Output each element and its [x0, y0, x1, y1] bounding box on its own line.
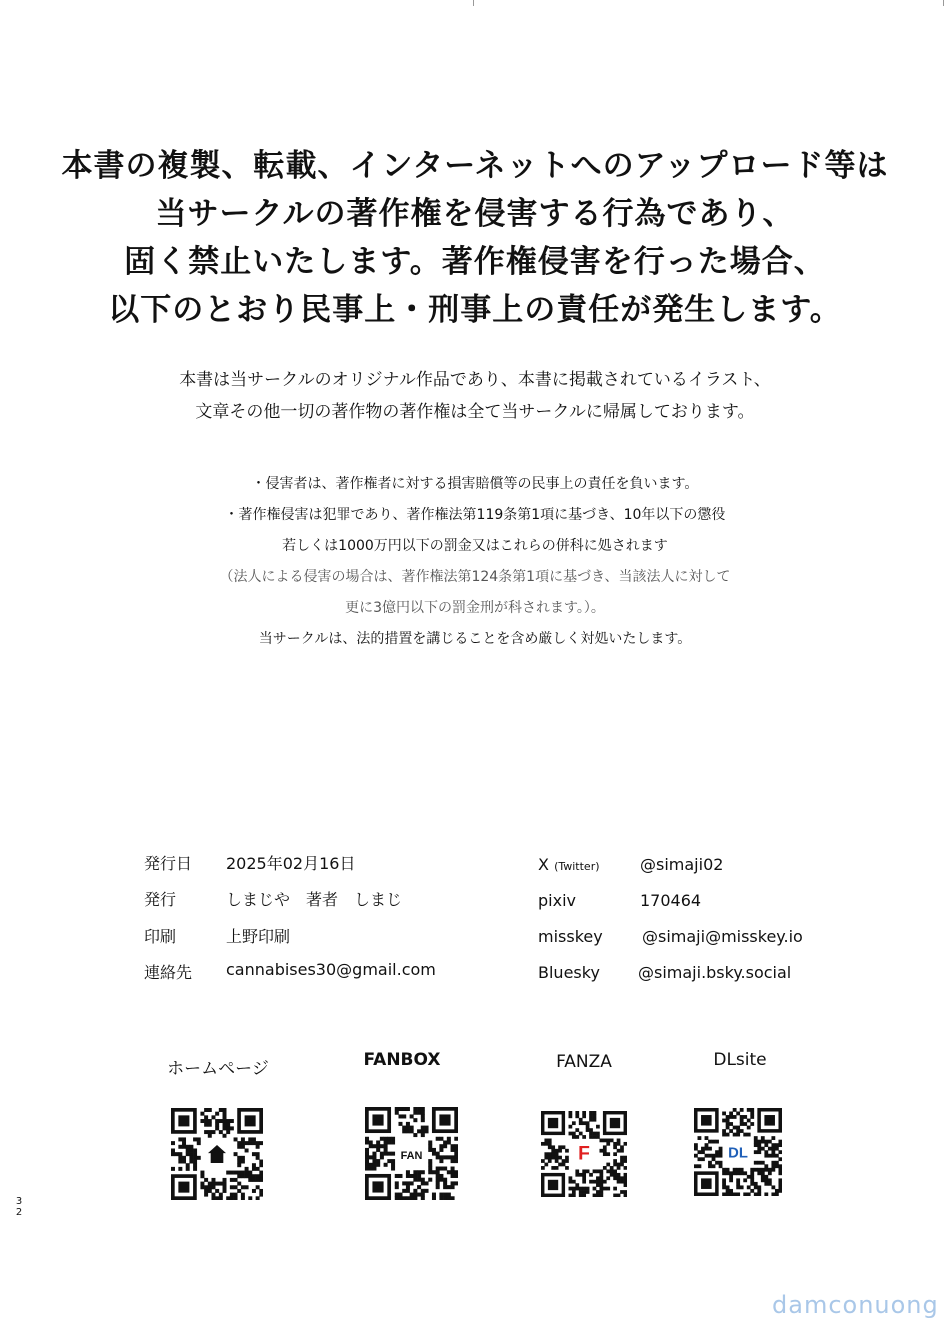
penalty-line: 更に3億円以下の罰金刑が科されます。）。 — [345, 600, 605, 616]
rights-line: 本書は当サークルのオリジナル作品であり、本書に掲載されているイラスト、 — [179, 370, 771, 390]
qr-finder-pattern — [239, 1110, 261, 1132]
penalty-line: ・著作権侵害は犯罪であり、著作権法第119条第1項に基づき、10年以下の懲役 — [224, 507, 726, 523]
qr-finder-pattern — [543, 1175, 564, 1196]
penalty-line: （法人による侵害の場合は、著作権法第124条第1項に基づき、当該法人に対して — [219, 569, 731, 585]
contact-value-pixiv: 170464 — [640, 891, 702, 910]
penalty-line: 若しくは1000万円以下の罰金又はこれらの併科に処されます — [282, 538, 668, 554]
contact-label-x — [538, 855, 600, 874]
contact-label-text: X — [538, 855, 549, 874]
qr-label-homepage: ホームページ — [167, 1059, 269, 1079]
qr-center-logo: DL — [728, 1145, 748, 1162]
qr-label-fanbox: FANBOX — [363, 1050, 441, 1070]
qr-finder-pattern — [696, 1110, 717, 1131]
page-number-digit: 3 — [15, 1196, 23, 1207]
info-label-contact: 連絡先 — [144, 963, 193, 982]
info-value-printer: 上野印刷 — [226, 927, 291, 946]
rights-line: 文章その他一切の著作物の著作権は全て当サークルに帰属しております。 — [195, 402, 755, 422]
penalty-line: ・侵害者は、著作権者に対する損害賠償等の民事上の責任を負います。 — [251, 476, 699, 492]
contact-value-bluesky: @simaji.bsky.social — [638, 963, 792, 982]
contact-label-pixiv: pixiv — [538, 891, 576, 910]
qr-center-logo: FAN — [400, 1150, 423, 1163]
info-label-publisher: 発行 — [144, 890, 177, 909]
warning-line: 固く禁止いたします。著作権侵害を行った場合、 — [124, 244, 826, 280]
info-value-date: 2025年02月16日 — [226, 854, 356, 873]
info-value-publisher: しまじや 著者 しまじ — [226, 890, 403, 909]
contact-label-misskey: misskey — [538, 927, 603, 946]
contact-email: cannabises30@gmail.com — [226, 960, 436, 979]
page-number — [14, 1196, 24, 1218]
qr-code-fanbox[interactable] — [365, 1107, 458, 1200]
copyright-warning — [0, 142, 950, 334]
qr-label-fanza: FANZA — [556, 1052, 612, 1072]
qr-finder-pattern — [173, 1176, 195, 1198]
penalty-line: 当サークルは、法的措置を講じることを含め厳しく対処いたします。 — [258, 631, 692, 647]
info-label-printer: 印刷 — [144, 927, 177, 946]
qr-finder-pattern — [543, 1113, 564, 1134]
qr-finder-pattern — [759, 1110, 780, 1131]
page-number-digit: 2 — [15, 1207, 23, 1218]
qr-code-dlsite[interactable] — [694, 1108, 782, 1196]
qr-code-fanza[interactable] — [541, 1111, 627, 1197]
warning-line: 当サークルの著作権を侵害する行為であり、 — [155, 196, 795, 232]
contact-label-sub: (Twitter) — [554, 860, 600, 873]
warning-line: 本書の複製、転載、インターネットへのアップロード等は — [61, 148, 889, 184]
qr-code-homepage[interactable] — [171, 1108, 263, 1200]
qr-center-logo: F — [578, 1143, 590, 1165]
contact-value-x: @simaji02 — [640, 855, 724, 874]
crop-mark-top — [473, 0, 474, 6]
warning-line: 以下のとおり民事上・刑事上の責任が発生します。 — [108, 292, 842, 328]
qr-finder-pattern — [696, 1173, 717, 1194]
penalties-notice — [0, 469, 950, 655]
crop-mark-top-right — [943, 0, 944, 6]
info-label-date: 発行日 — [144, 854, 193, 873]
qr-finder-pattern — [367, 1176, 389, 1198]
qr-finder-pattern — [367, 1109, 389, 1131]
qr-label-dlsite: DLsite — [713, 1050, 767, 1070]
qr-finder-pattern — [173, 1110, 195, 1132]
rights-statement — [0, 364, 950, 428]
contact-value-misskey: @simaji@misskey.io — [642, 927, 803, 946]
qr-finder-pattern — [605, 1113, 626, 1134]
qr-finder-pattern — [434, 1109, 456, 1131]
watermark: damconuong — [772, 1291, 939, 1319]
contact-label-bluesky: Bluesky — [538, 963, 600, 982]
